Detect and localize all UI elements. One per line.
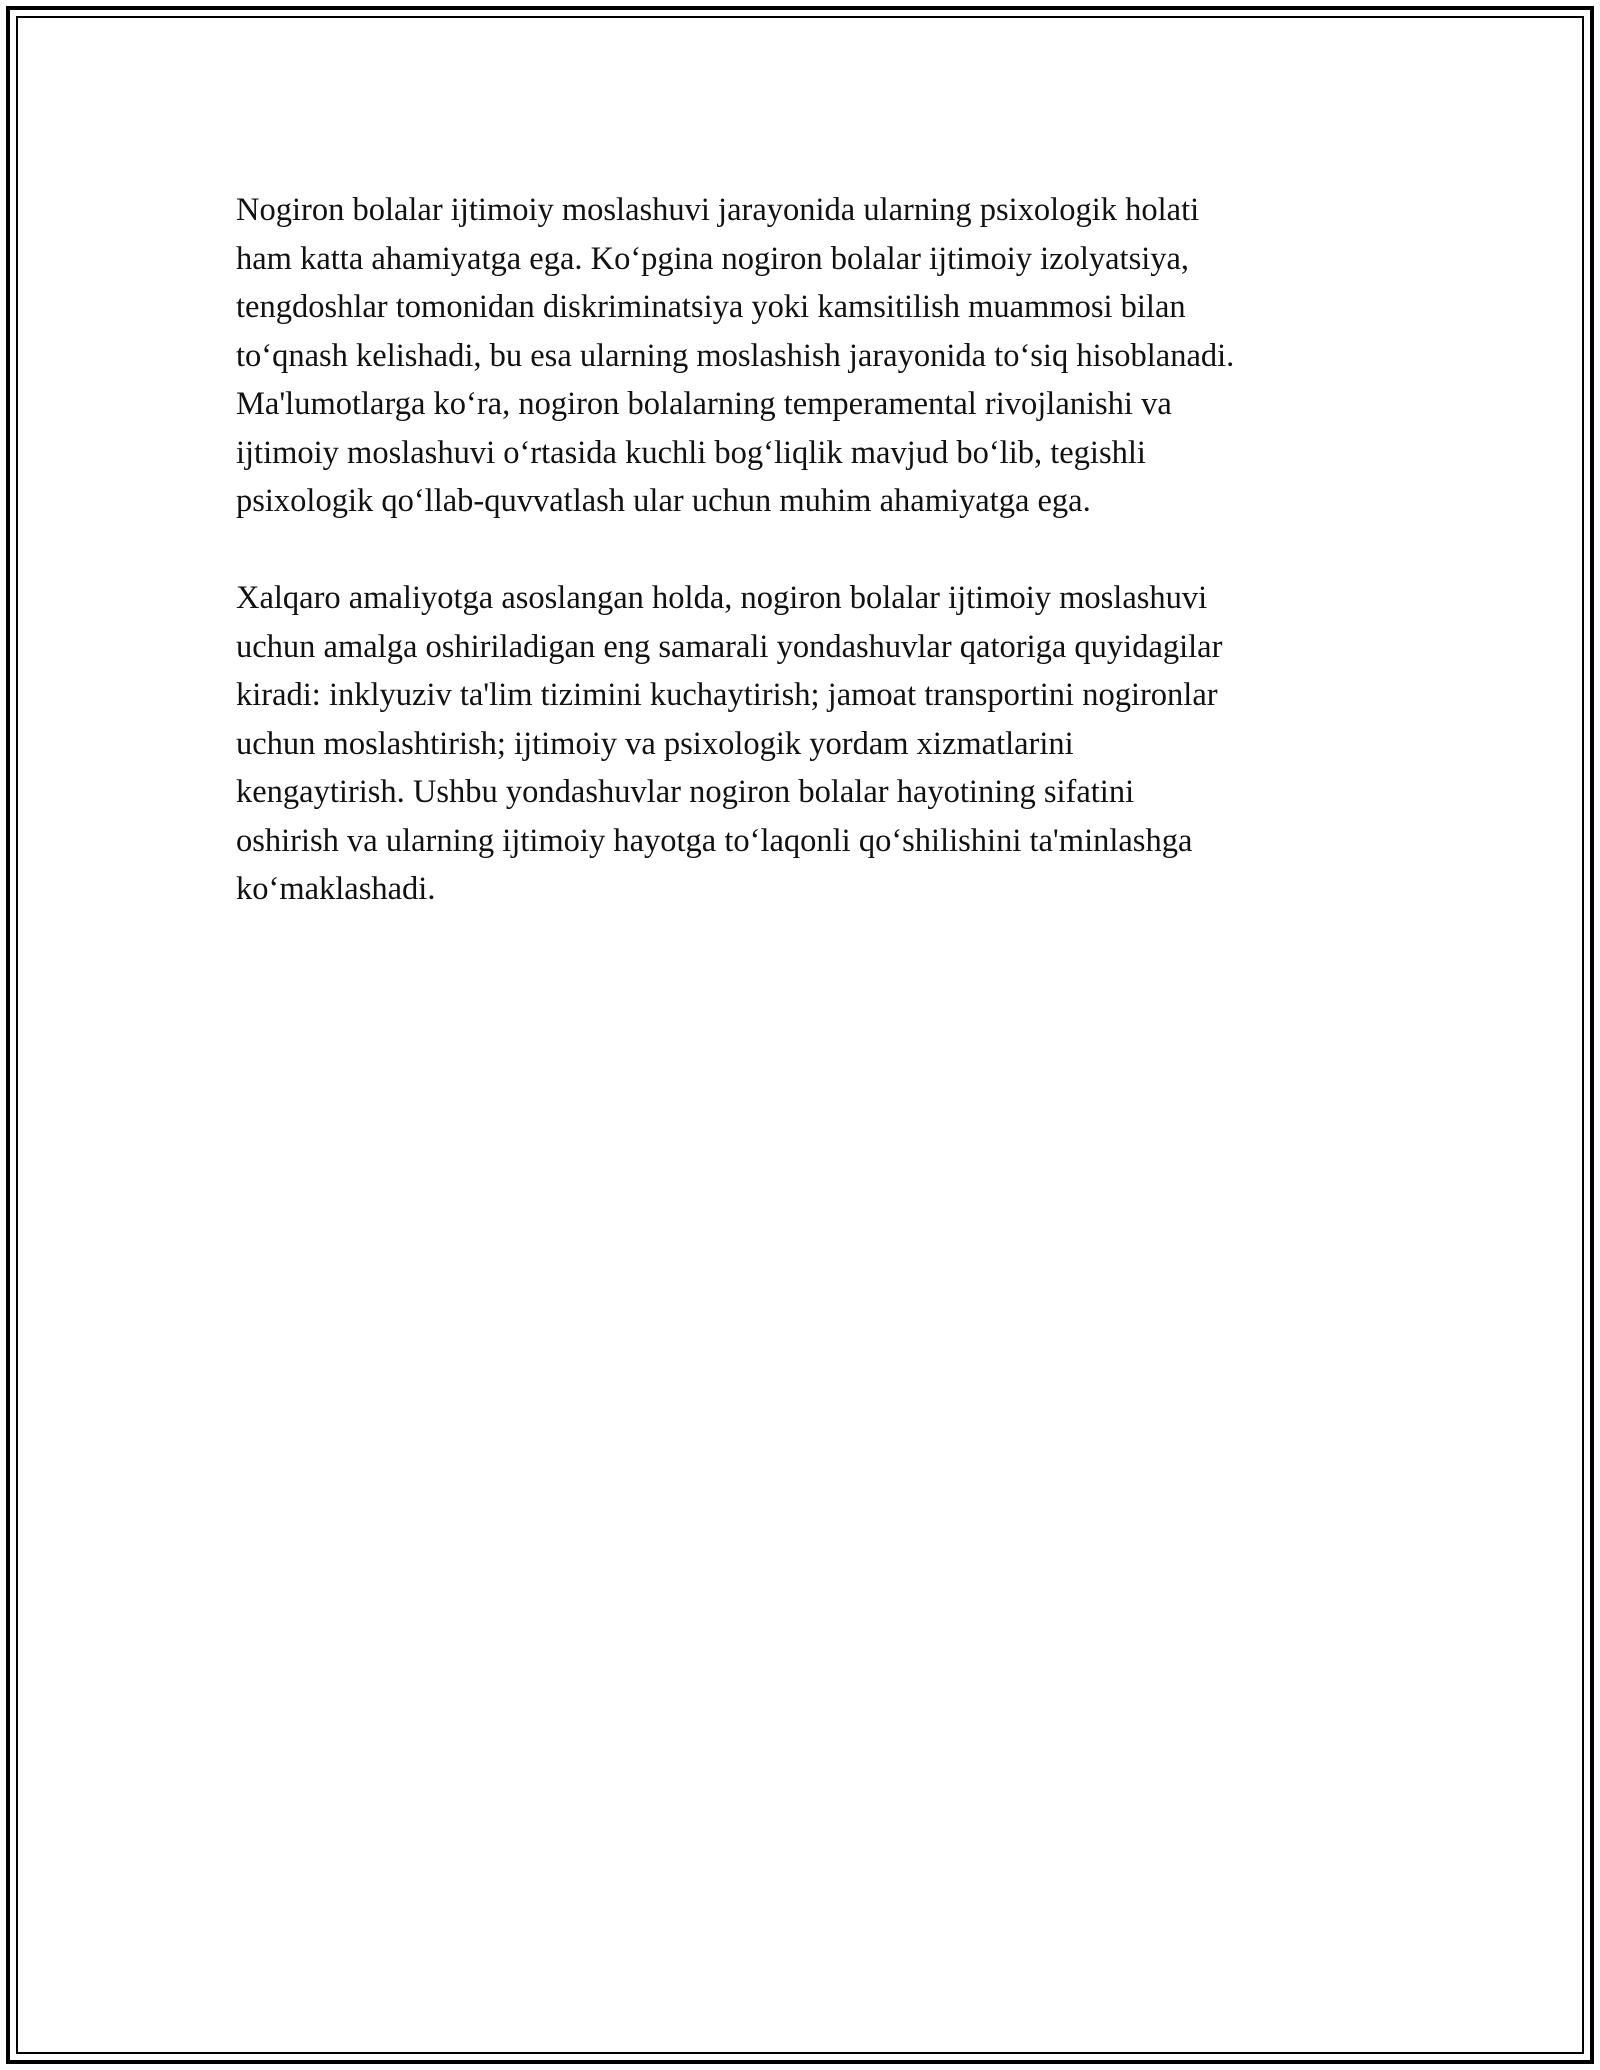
paragraph-2 [236, 574, 1386, 914]
text-line: ijtimoiy moslashuvi o‘rtasida kuchli bog‘liqlik mavjud bo‘lib, tegishli [236, 434, 1146, 471]
text-line: ham katta ahamiyatga ega. Ko‘pgina nogiron bolalar ijtimoiy izolyatsiya, [236, 240, 1190, 277]
text-line: tengdoshlar tomonidan diskriminatsiya yoki kamsitilish muammosi bilan [236, 289, 1186, 325]
text-line: to‘qnash kelishadi, bu esa ularning moslashish jarayonida to‘siq hisoblanadi. [236, 337, 1235, 374]
text-line: Xalqaro amaliyotga asoslangan holda, nogiron bolalar ijtimoiy moslashuvi [236, 580, 1208, 616]
text-line: Ma'lumotlarga ko‘ra, nogiron bolalarning temperamental rivojlanishi va [236, 386, 1172, 422]
text-line: kengaytirish. Ushbu yondashuvlar nogiron bolalar hayotining sifatini [236, 774, 1135, 810]
paragraph-1 [236, 186, 1386, 526]
text-line: kiradi: inklyuziv ta'lim tizimini kuchaytirish; jamoat transportini nogironlar [236, 677, 1218, 713]
text-line: ko‘maklashadi. [236, 871, 436, 907]
text-line: Nogiron bolalar ijtimoiy moslashuvi jarayonida ularning psixologik holati [236, 192, 1200, 228]
text-line: psixologik qo‘llab-quvvatlash ular uchun muhim ahamiyatga ega. [236, 483, 1091, 519]
document-body [236, 186, 1386, 962]
text-line: uchun amalga oshiriladigan eng samarali yondashuvlar qatoriga quyidagilar [236, 628, 1223, 665]
text-line: uchun moslashtirish; ijtimoiy va psixologik yordam xizmatlarini [236, 725, 1074, 762]
text-line: oshirish va ularning ijtimoiy hayotga to‘laqonli qo‘shilishini ta'minlashga [236, 822, 1193, 859]
